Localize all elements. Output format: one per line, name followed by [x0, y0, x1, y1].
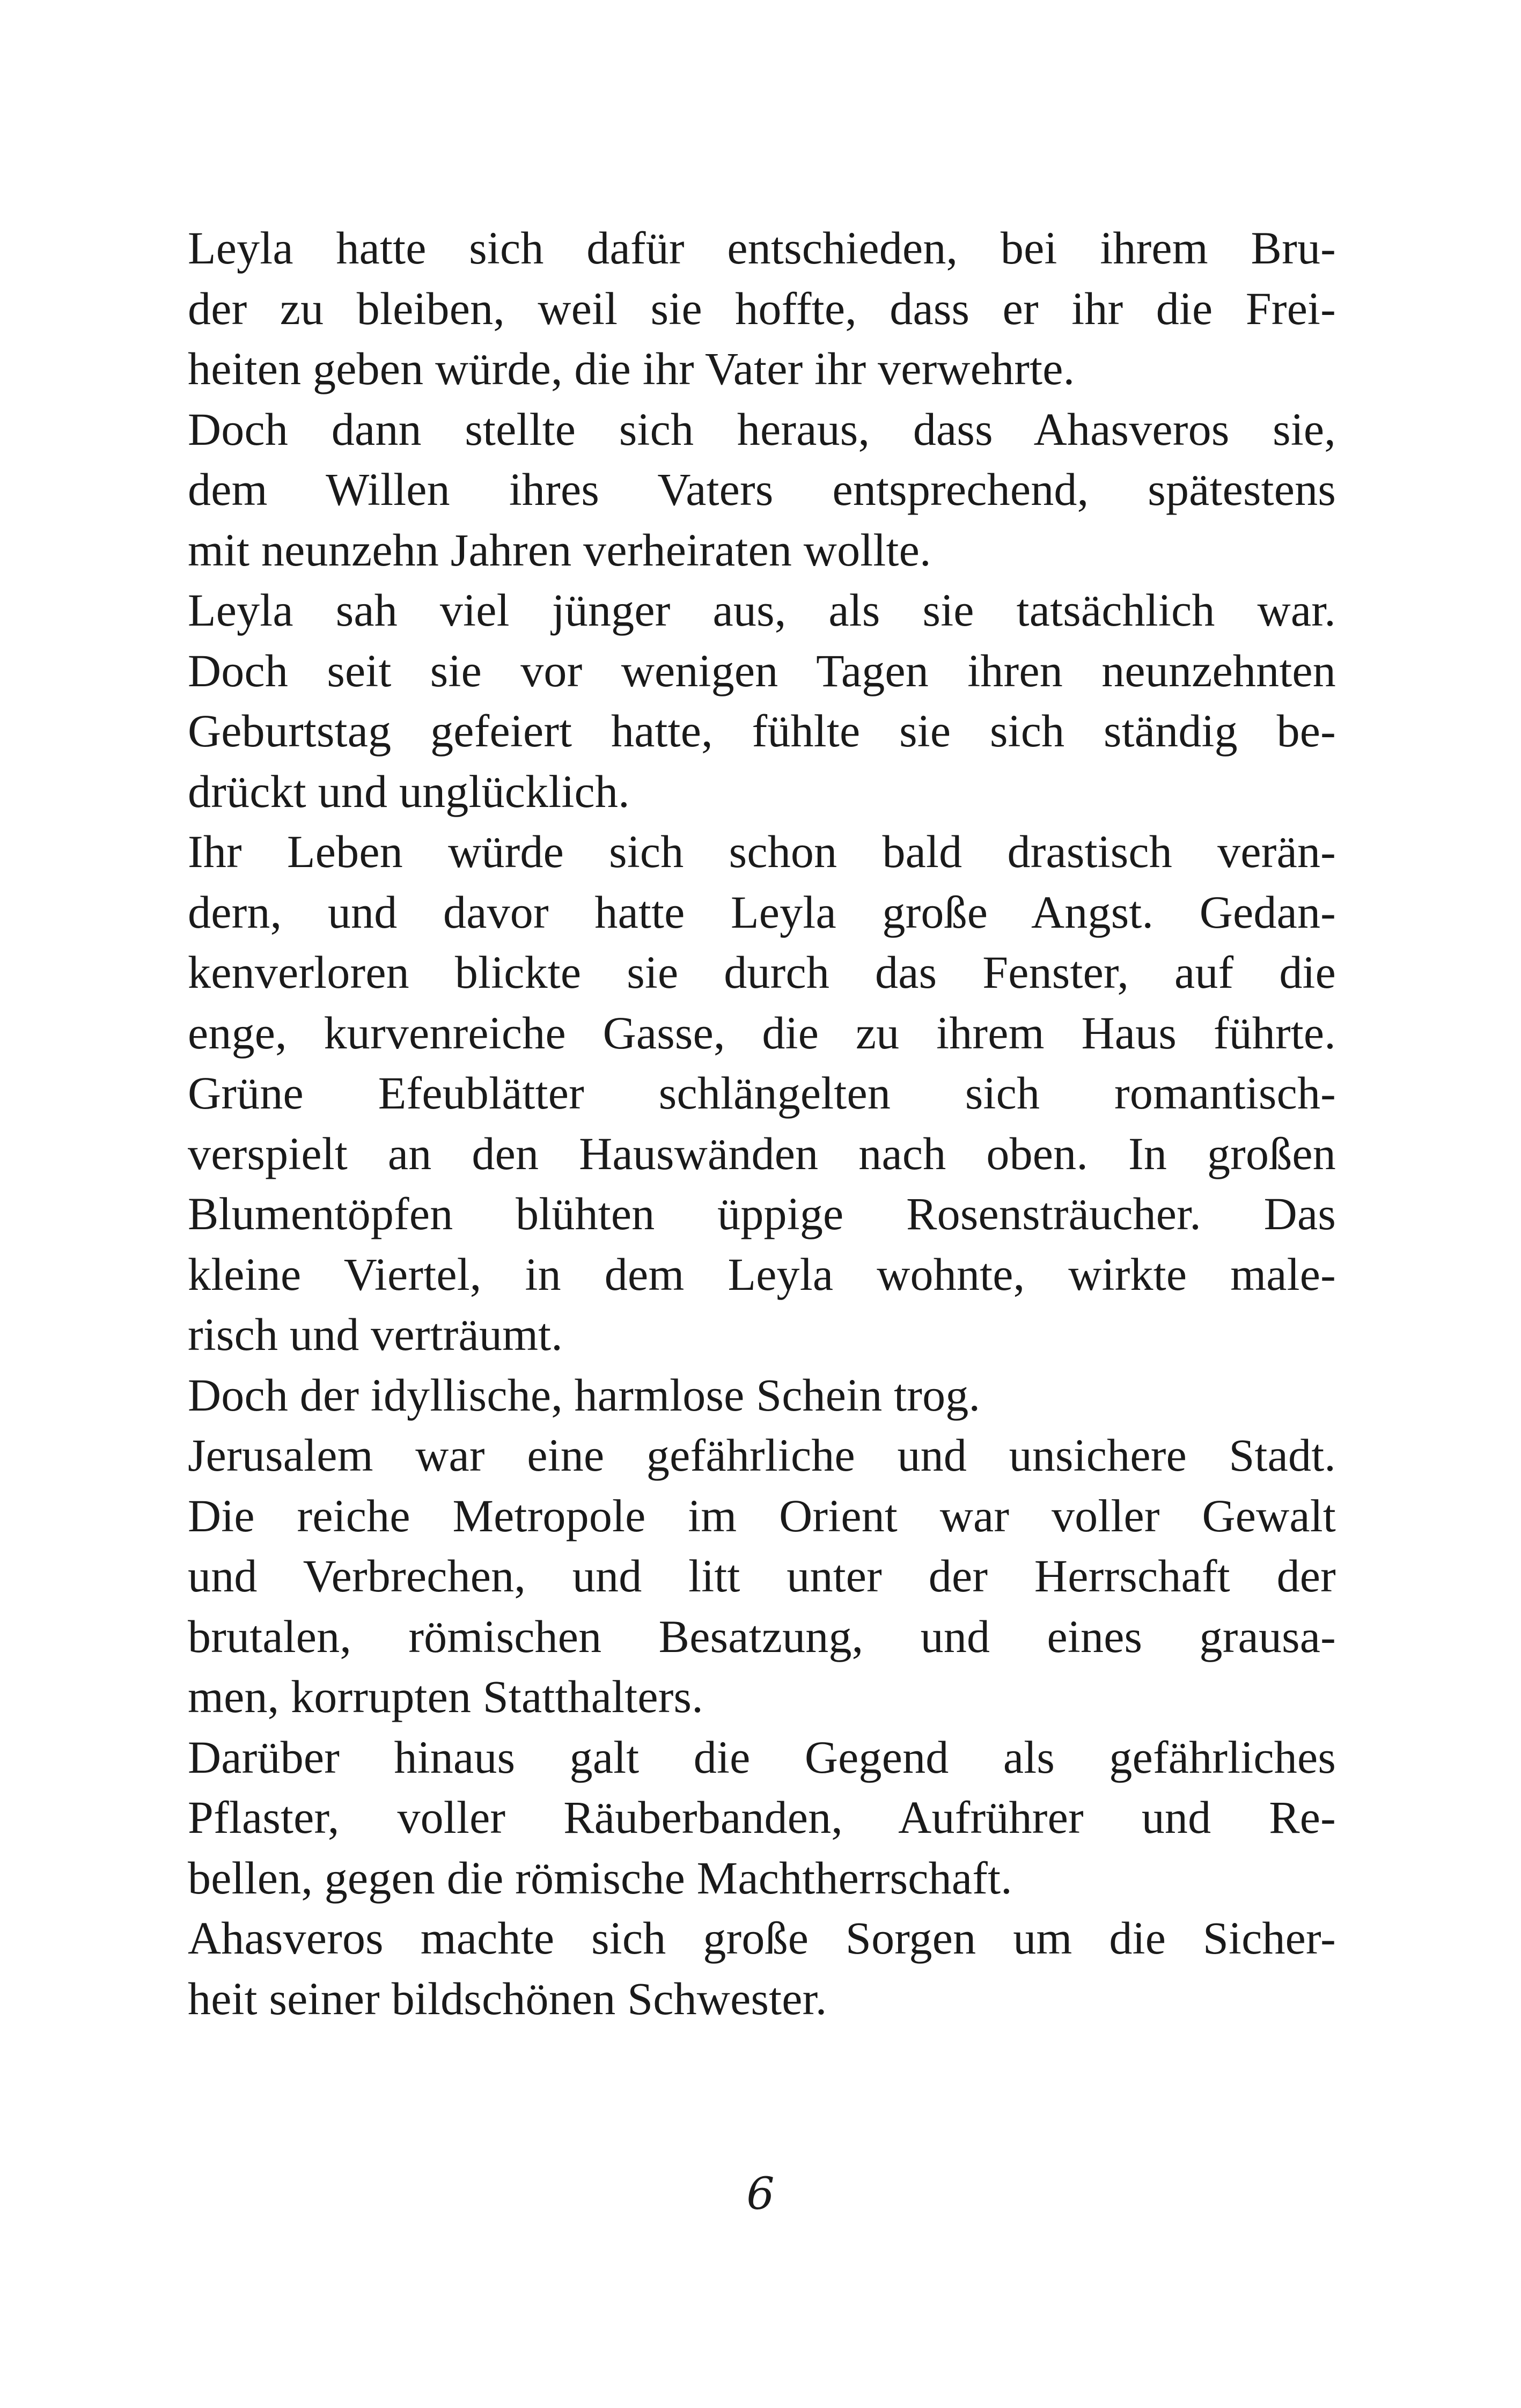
text-line: und Verbrechen, und litt unter der Herrschaft der	[188, 1550, 1336, 1602]
text-line: heiten geben würde, die ihr Vater ihr verwehrte.	[188, 343, 1075, 394]
text-line: brutalen, römischen Besatzung, und eines grausa-	[188, 1610, 1336, 1662]
text-line: heit seiner bildschönen Schwester.	[188, 1972, 827, 2024]
text-line: bellen, gegen die römische Machtherrschaft.	[188, 1852, 1012, 1904]
text-line: Ihr Leben würde sich schon bald drastisch verän-	[188, 826, 1336, 877]
page-number: 6	[746, 2169, 775, 2220]
text-line: Darüber hinaus galt die Gegend als gefährliches	[188, 1731, 1336, 1783]
text-line: dem Willen ihres Vaters entsprechend, spätestens	[188, 464, 1336, 515]
text-line: enge, kurvenreiche Gasse, die zu ihrem Haus führte.	[188, 1007, 1336, 1059]
text-line: Leyla sah viel jünger aus, als sie tatsächlich war.	[188, 584, 1336, 636]
text-line: men, korrupten Statthalters.	[188, 1671, 703, 1722]
text-line: mit neunzehn Jahren verheiraten wollte.	[188, 524, 931, 576]
text-line: kenverloren blickte sie durch das Fenster, auf die	[188, 946, 1336, 998]
text-line: Doch der idyllische, harmlose Schein trog.	[188, 1369, 981, 1421]
text-line: Blumentöpfen blühten üppige Rosensträucher. Das	[188, 1188, 1336, 1239]
body-text	[188, 218, 1336, 2029]
text-line: der zu bleiben, weil sie hoffte, dass er ihr die Frei-	[188, 282, 1336, 334]
text-line: Grüne Efeublätter schlängelten sich romantisch-	[188, 1067, 1336, 1119]
text-line: Doch dann stellte sich heraus, dass Ahasveros sie,	[188, 403, 1336, 455]
text-line: Doch seit sie vor wenigen Tagen ihren neunzehnten	[188, 644, 1336, 696]
text-line: Die reiche Metropole im Orient war voller Gewalt	[188, 1489, 1336, 1541]
text-line: Ahasveros machte sich große Sorgen um die Sicher-	[188, 1912, 1336, 1964]
text-line: risch und verträumt.	[188, 1309, 563, 1360]
text-line: kleine Viertel, in dem Leyla wohnte, wirkte male-	[188, 1248, 1336, 1300]
text-line: Jerusalem war eine gefährliche und unsichere Stadt.	[188, 1429, 1336, 1481]
text-line: drückt und unglücklich.	[188, 765, 630, 817]
text-line: dern, und davor hatte Leyla große Angst. Gedan-	[188, 886, 1336, 938]
text-line: verspielt an den Hauswänden nach oben. In großen	[188, 1127, 1336, 1179]
text-line: Geburtstag gefeiert hatte, fühlte sie sich ständig be-	[188, 705, 1336, 757]
text-line: Pflaster, voller Räuberbanden, Aufrührer und Re-	[188, 1792, 1336, 1843]
text-line: Leyla hatte sich dafür entschieden, bei ihrem Bru-	[188, 222, 1336, 274]
